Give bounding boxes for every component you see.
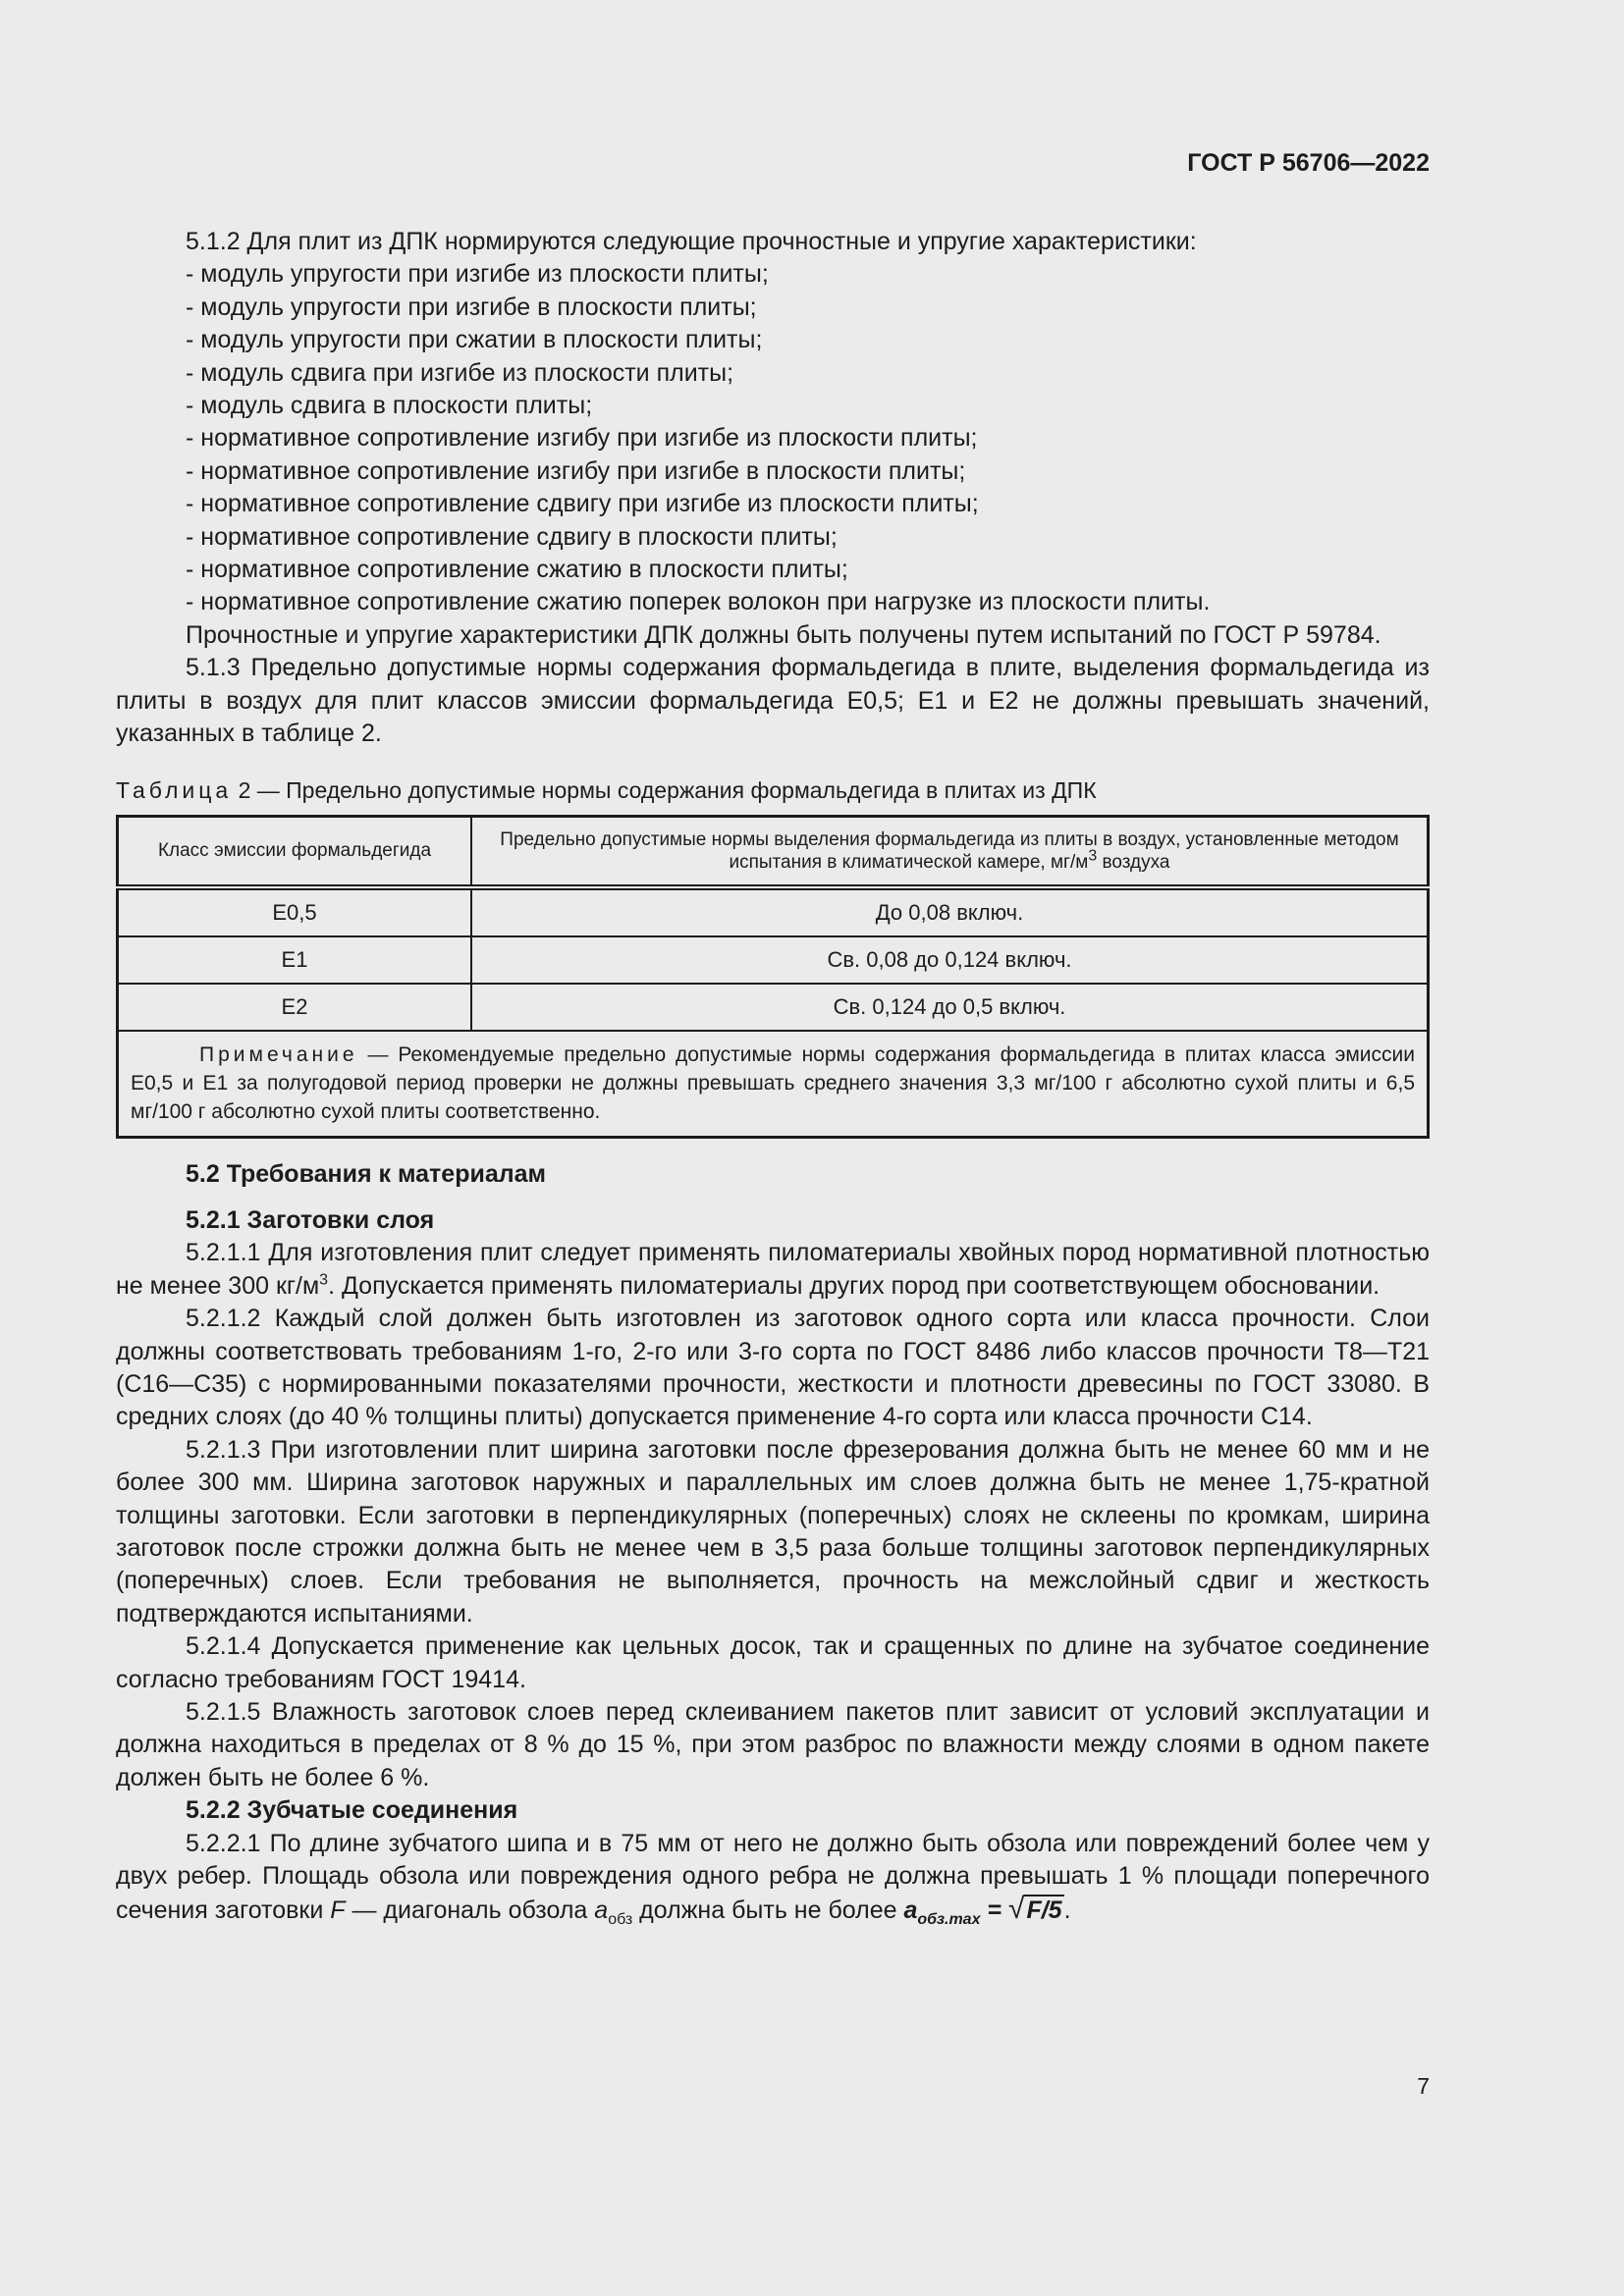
clause-5-2-1-2: 5.2.1.2 Каждый слой должен быть изготовлен из заготовок одного сорта или класса прочности. Слои должны соответствовать требованиям 1-го, 2-го или 3-го сорта по ГОСТ 8486 либо классов прочности Т8—Т21 (С16—С35) с нормированными показателями прочности, жесткости и плотности древесины по ГОСТ 33080. В средних слоях (до 40 % толщины плиты) допускается применение 4-го сорта или класса прочности С14. (116, 1305, 1430, 1431)
header-emission-limit (471, 816, 1429, 887)
symbol-F: F (330, 1896, 346, 1925)
paragraph-strength: Прочностные и упругие характеристики ДПК должны быть получены путем испытаний по ГОСТ Р 59784. (186, 620, 1381, 649)
header-limit-text: Предельно допустимые нормы выделения формальдегида из плиты в воздух, установленные методом испытания в климатической камере, мг/м (500, 828, 1399, 873)
characteristics-list (116, 258, 1430, 618)
clause-5-2-1-1-sup: 3 (319, 1271, 329, 1289)
clause-5-2-1-1-text: 5.2.1.1 Для изготовления плит следует применять пиломатериалы хвойных пород нормативной плотностью не менее 300 кг/м (116, 1239, 1430, 1300)
formula-a: a (903, 1896, 918, 1925)
table-caption (116, 775, 1430, 805)
cell-class: Е1 (118, 936, 472, 984)
cell-class: Е2 (118, 984, 472, 1031)
list-item: - нормативное сопротивление сдвигу в плоскости плиты; (186, 522, 838, 551)
symbol-a-sub: обз (608, 1911, 633, 1929)
section-5-2-1-heading: 5.2.1 Заготовки слоя (186, 1205, 435, 1234)
clause-5-2-1-4: 5.2.1.4 Допускается применение как цельных досок, так и сращенных по длине на зубчатое соединение согласно требованиям ГОСТ 19414. (116, 1632, 1430, 1693)
formula-equals: = (980, 1896, 1008, 1925)
clause-5-2-2-1-tail: должна быть не более (632, 1896, 904, 1925)
list-item: - модуль упругости при изгибе в плоскости плиты; (186, 293, 757, 321)
table-caption-word: Таблица (116, 776, 233, 803)
table-row (118, 887, 1429, 936)
clause-5-1-2-intro: 5.1.2 Для плит из ДПК нормируются следующие прочностные и упругие характеристики: (186, 228, 1197, 255)
cell-value: Св. 0,08 до 0,124 включ. (471, 936, 1429, 984)
list-item: - модуль упругости при изгибе из плоскости плиты; (186, 260, 769, 289)
list-item: - модуль упругости при сжатии в плоскости плиты; (186, 326, 763, 354)
clause-5-2-1-3: 5.2.1.3 При изготовлении плит ширина заготовки после фрезерования должна быть не менее 60 мм и не более 300 мм. Ширина заготовок наружных и параллельных им слоев должна быть не менее 1,75-кратной толщины заготовки. Если заготовки в перпендикулярных (поперечных) слоях не склеены по кромкам, ширина заготовок после строжки должна быть не менее чем в 3,5 раза больше толщины заготовок перпендикулярных (поперечных) слоев. Если требования не выполняется, прочность на межслойный сдвиг и жесткость подтверждаются испытаниями. (116, 1435, 1430, 1628)
document-id: ГОСТ Р 56706—2022 (1187, 149, 1430, 177)
clause-5-2-2-1-text: 5.2.2.1 По длине зубчатого шипа и в 75 мм от него не должно быть обзола или повреждений более чем у двух ребер. Площадь обзола или повреждения одного ребра не должна превышать 1 % площади поперечного сечения заготовки (116, 1829, 1430, 1925)
clause-5-2-1-1 (116, 1237, 1430, 1303)
clause-5-1-3: 5.1.3 Предельно допустимые нормы содержания формальдегида в плите, выделения формальдегида из плиты в воздух для плит классов эмиссии формальдегида Е0,5; Е1 и Е2 не должны превышать значений, указанных в таблице 2. (116, 654, 1430, 748)
clause-5-2-2-1 (116, 1828, 1430, 1928)
formula-radicand: F/5 (1026, 1896, 1062, 1925)
table-row (118, 936, 1429, 984)
list-item: - нормативное сопротивление сжатию поперек волокон при нагрузке из плоскости плиты. (186, 588, 1211, 616)
clause-5-2-1-5: 5.2.1.5 Влажность заготовок слоев перед склеиванием пакетов плит зависит от условий эксплуатации и должна находиться в пределах от 8 % до 15 %, при этом разброс по влажности между слоями в одном пакете должен быть не более 6 %. (116, 1698, 1430, 1791)
section-5-2-2-heading: 5.2.2 Зубчатые соединения (186, 1796, 518, 1825)
clause-5-2-2-1-mid: — диагональ обзола (345, 1896, 595, 1925)
clause-5-2-1-1-rest: . Допускается применять пиломатериалы других пород при соответствующем обосновании. (328, 1271, 1380, 1300)
sqrt-icon: √ (1007, 1893, 1025, 1926)
list-item: - нормативное сопротивление изгибу при изгибе из плоскости плиты; (186, 424, 978, 453)
formaldehyde-table (116, 815, 1430, 1139)
page-number: 7 (1417, 2073, 1430, 2099)
table-note-row (118, 1031, 1429, 1138)
note-word: Примечание (199, 1042, 358, 1066)
cell-class: Е0,5 (118, 887, 472, 936)
list-item: - нормативное сопротивление изгибу при изгибе в плоскости плиты; (186, 456, 966, 485)
header-limit-unit: воздуха (1097, 851, 1170, 873)
cell-value: Св. 0,124 до 0,5 включ. (471, 984, 1429, 1031)
section-5-2-heading: 5.2 Требования к материалам (186, 1159, 547, 1188)
table-row (118, 984, 1429, 1031)
table-header-row (118, 816, 1429, 887)
cell-value: До 0,08 включ. (471, 887, 1429, 936)
header-limit-sup: 3 (1088, 847, 1098, 865)
list-item: - нормативное сопротивление сжатию в плоскости плиты; (186, 556, 848, 584)
list-item: - модуль сдвига при изгибе из плоскости плиты; (186, 358, 734, 387)
table-note (118, 1031, 1429, 1138)
note-text: — Рекомендуемые предельно допустимые нормы содержания формальдегида в плитах класса эмиссии Е0,5 и Е1 за полугодовой период проверки не должны превышать среднего значения 3,3 мг/100 г абсолютно сухой плиты и 6,5 мг/100 г абсолютно сухой плиты соответственно. (131, 1042, 1415, 1123)
symbol-a: a (594, 1896, 609, 1925)
formula-a-max (903, 1893, 1063, 1929)
list-item: - модуль сдвига в плоскости плиты; (186, 392, 593, 420)
table-caption-text: 2 — Предельно допустимые нормы содержания формальдегида в плитах из ДПК (232, 776, 1097, 803)
header-emission-class: Класс эмиссии формальдегида (118, 816, 472, 887)
formula-sub: обз.max (917, 1911, 981, 1929)
page-content (116, 226, 1430, 1928)
clause-5-2-2-1-end: . (1063, 1896, 1071, 1925)
list-item: - нормативное сопротивление сдвигу при изгибе из плоскости плиты; (186, 490, 979, 518)
